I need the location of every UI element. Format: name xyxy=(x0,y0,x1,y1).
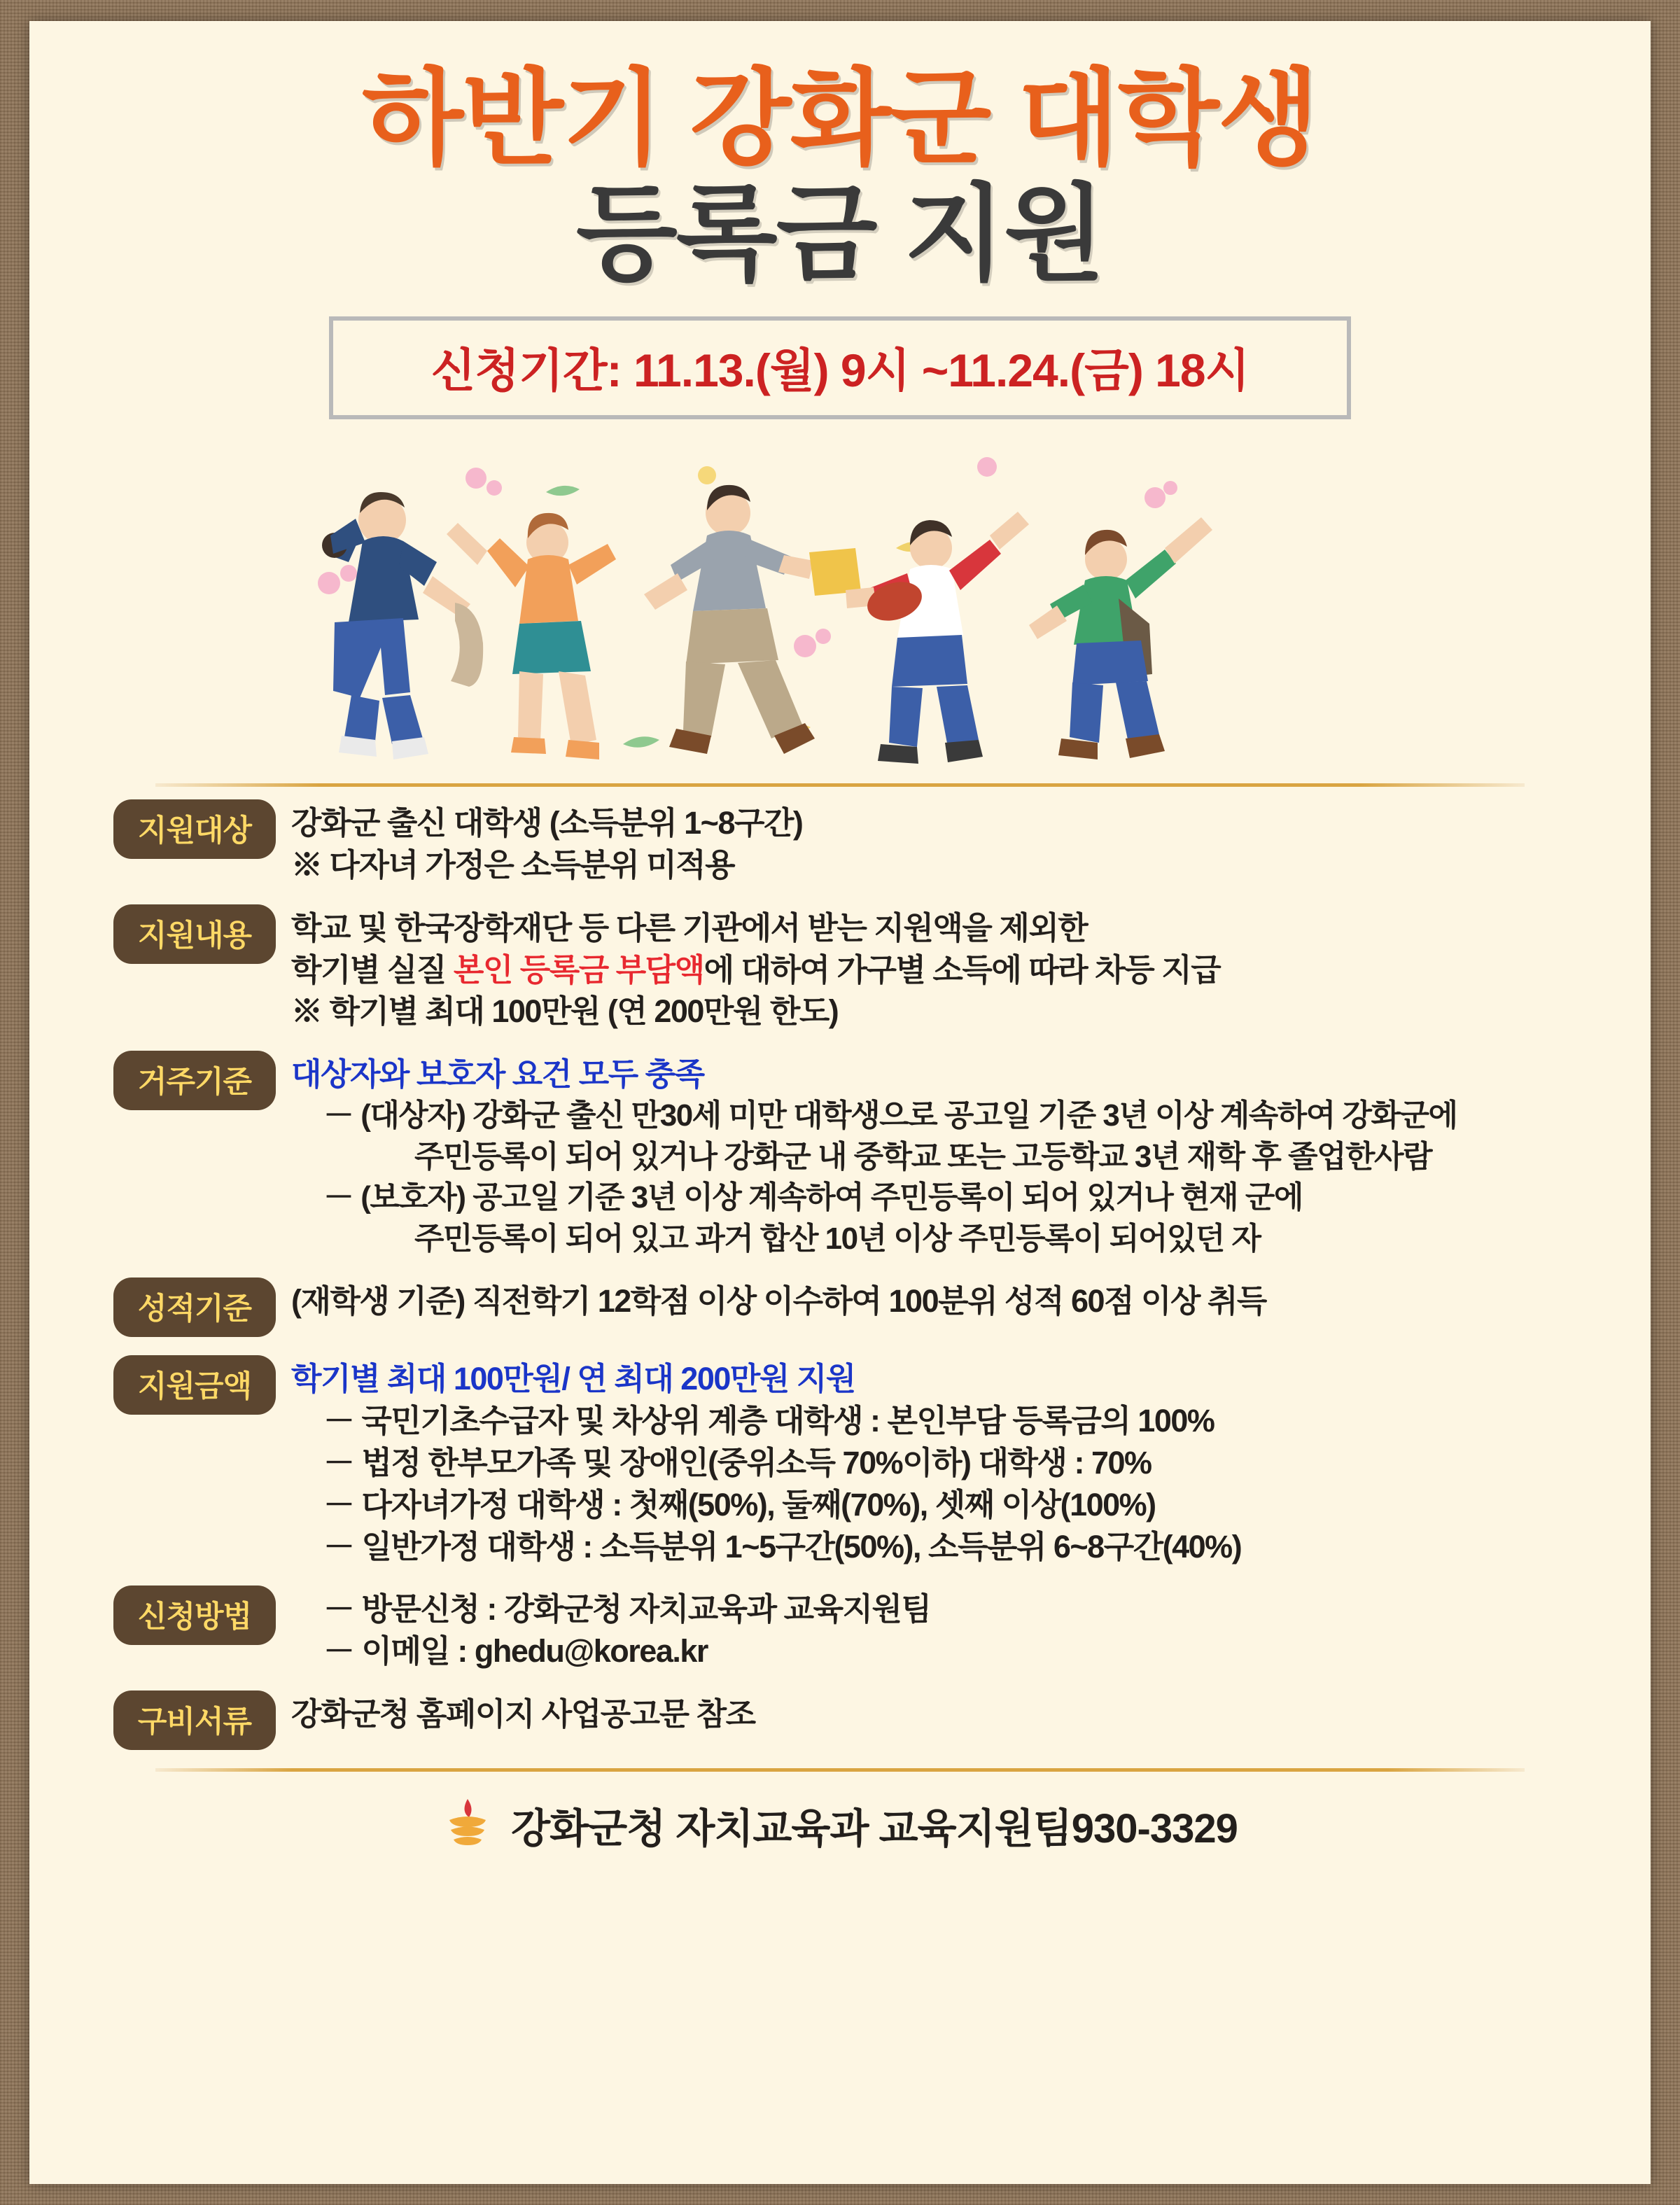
section-required-documents xyxy=(113,1690,1567,1750)
section-tag-support-amount: 지원금액 xyxy=(113,1355,276,1415)
residency-line-1: 대상자와 보호자 요건 모두 충족 xyxy=(291,1056,704,1093)
footer-contact-text: 강화군청 자치교육과 교육지원팀930-3329 xyxy=(511,1806,1238,1852)
support-content-highlight: 본인 등록금 부담액 xyxy=(453,951,704,988)
support-content-line-2-pre: 학기별 실질 xyxy=(291,951,454,988)
application-period-text: 신청기간: 11.13.(월) 9시 ~11.24.(금) 18시 xyxy=(430,344,1250,396)
poster-title-line2: 등록금 지원 xyxy=(575,175,1105,293)
residency-line-4: － (보호자) 공고일 기준 3년 이상 계속하여 주민등록이 되어 있거나 현재 군에 xyxy=(323,1180,1303,1215)
section-support-amount xyxy=(113,1355,1567,1567)
section-tag-required-documents: 구비서류 xyxy=(113,1690,276,1750)
support-content-line-2-post: 에 대하여 가구별 소득에 따라 차등 지급 xyxy=(704,951,1221,988)
section-tag-support-target: 지원대상 xyxy=(113,799,276,859)
support-amount-line-4: － 다자녀가정 대학생 : 첫째(50%), 둘째(70%), 셋째 이상(100%) xyxy=(323,1486,1156,1522)
student-figure-4 xyxy=(846,512,1029,764)
application-period-box xyxy=(329,316,1351,419)
residency-line-5: 주민등록이 되어 있고 과거 합산 10년 이상 주민등록이 되어있던 자 xyxy=(414,1221,1261,1256)
poster-header xyxy=(71,21,1609,419)
ganghwa-county-logo-icon xyxy=(442,1796,493,1854)
residency-line-2: － (대상자) 강화군 출신 만30세 미만 대학생으로 공고일 기준 3년 이상 계속하여 강화군에 xyxy=(323,1098,1457,1133)
section-support-content xyxy=(113,904,1567,1033)
section-residency-criteria xyxy=(113,1051,1567,1259)
student-figure-5 xyxy=(1029,517,1212,760)
support-target-line-2: ※ 다자녀 가정은 소득분위 미적용 xyxy=(291,846,735,883)
poster-page xyxy=(29,21,1651,2184)
application-method-line-2: － 이메일 : ghedu@korea.kr xyxy=(323,1633,708,1670)
residency-line-3: 주민등록이 되어 있거나 강화군 내 중학교 또는 고등학교 3년 재학 후 졸업한사람 xyxy=(414,1139,1432,1174)
support-amount-line-1: 학기별 최대 100만원/ 연 최대 200만원 지원 xyxy=(291,1361,855,1397)
application-method-line-1: － 방문신청 : 강화군청 자치교육과 교육지원팀 xyxy=(323,1591,931,1628)
required-documents-line-1: 강화군청 홈페이지 사업공고문 참조 xyxy=(291,1696,755,1732)
section-tag-residency-criteria: 거주기준 xyxy=(113,1051,276,1110)
support-amount-line-3: － 법정 한부모가족 및 장애인(중위소득 70%이하) 대학생 : 70% xyxy=(323,1444,1152,1480)
jumping-students-illustration xyxy=(245,436,1435,779)
poster-title-line1: 하반기 강화군 대학생 xyxy=(362,59,1318,177)
section-support-target xyxy=(113,799,1567,886)
poster-content xyxy=(71,787,1609,1750)
students-illustration xyxy=(71,436,1609,779)
support-amount-line-2: － 국민기초수급자 및 차상위 계층 대학생 : 본인부담 등록금의 100% xyxy=(323,1402,1214,1438)
support-content-line-2 xyxy=(291,949,1567,991)
poster-footer xyxy=(71,1795,1609,1854)
student-figure-3 xyxy=(644,485,861,754)
content-divider-bottom xyxy=(155,1768,1525,1772)
section-tag-support-content: 지원내용 xyxy=(113,904,276,964)
support-content-line-3: ※ 학기별 최대 100만원 (연 200만원 한도) xyxy=(291,993,839,1030)
section-application-method xyxy=(113,1586,1567,1672)
section-tag-application-method: 신청방법 xyxy=(113,1586,276,1645)
section-tag-grade-criteria: 성적기준 xyxy=(113,1278,276,1337)
grade-criteria-line-1: (재학생 기준) 직전학기 12학점 이상 이수하여 100분위 성적 60점 이상 취득 xyxy=(291,1283,1266,1320)
support-amount-line-5: － 일반가정 대학생 : 소득분위 1~5구간(50%), 소득분위 6~8구간(40%) xyxy=(323,1528,1242,1564)
section-grade-criteria xyxy=(113,1278,1567,1337)
support-target-line-1: 강화군 출신 대학생 (소득분위 1~8구간) xyxy=(291,805,803,841)
support-content-line-1: 학교 및 한국장학재단 등 다른 기관에서 받는 지원액을 제외한 xyxy=(291,909,1088,946)
